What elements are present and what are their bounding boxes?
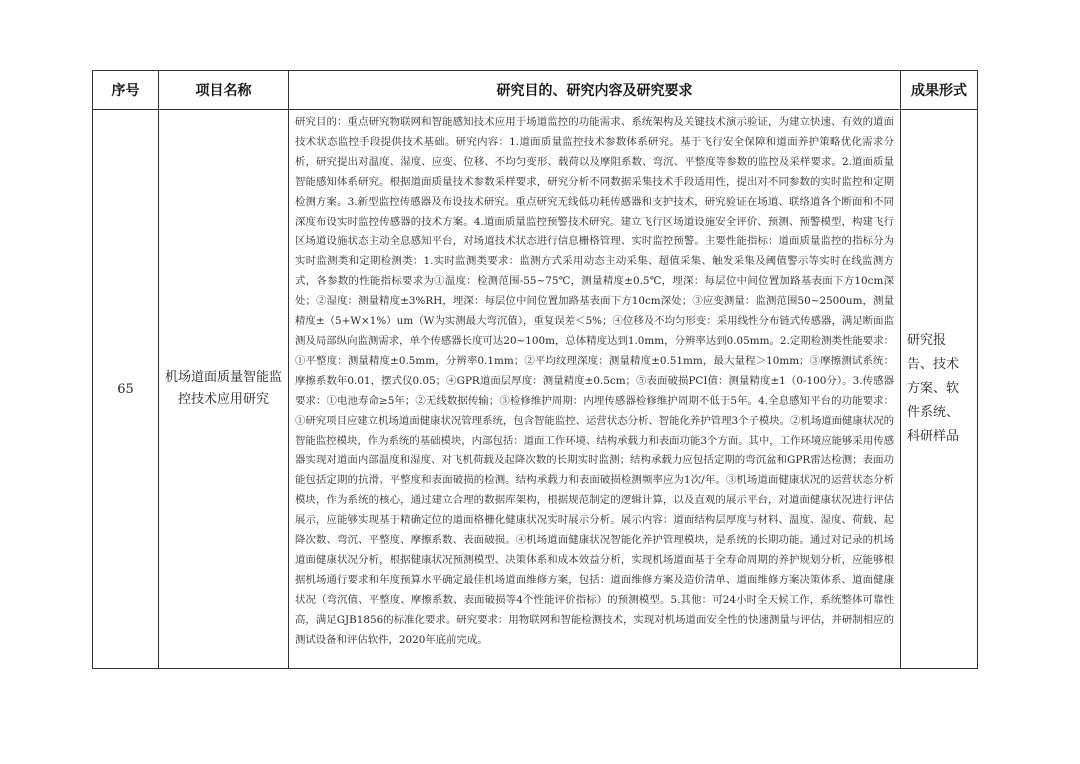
header-seq: 序号 (93, 71, 159, 110)
row-project-name: 机场道面质量智能监控技术应用研究 (159, 110, 289, 669)
row-content: 研究目的：重点研究物联网和智能感知技术应用于场道监控的功能需求、系统架构及关键技术演示验证，为建立快速、有效的道面技术状态监控手段提供技术基础。研究内容：1.道面质量监控技术参数体系研究。基于飞行安全保障和道面养护策略优化需求分析，研究提出对温度、湿度、应变、位移、不均匀变形、载荷以及摩阻系数、弯沉、平整度等参数的监控及采样要求。2.道面质量智能感知体系研究。根据道面质量技术参数采样要求，研究分析不同数据采集技术手段适用性，提出对不同参数的实时监控和定期检测方案。3.新型监控传感器及布设技术研究。重点研究无线低功耗传感器和支护技术，研究验证在场道、联络道各个断面和不同深度布设实时监控传感器的技术方案。4.道面质量监控预警技术研究。建立飞行区场道设施安全评价、预测、预警模型，构建飞行区场道设施状态主动全息感知平台，对场道技术状态进行信息栅格管理、实时监控预警。主要性能指标：道面质量监控的指标分为实时监测类和定期检测类：1.实时监测类要求：监测方式采用动态主动采集、超值采集、触发采集及阈值警示等实时在线监测方式，各参数的性能指标要求为①温度：检测范围-55~75℃，测量精度±0.5℃，埋深：每层位中间位置加路基表面下方10cm深处；②湿度：测量精度±3%RH，埋深：每层位中间位置加路基表面下方10cm深处；③应变测量：监测范围50~2500um，测量精度±（5+W×1%）um（W为实测最大弯沉值），重复误差＜5%；④位移及不均匀形变：采用线性分布链式传感器，满足断面监测及局部纵向监测需求，单个传感器长度可达20~100m，总体精度达到1.0mm，分辨率达到0.05mm。2.定期检测类性能要求：①平整度：测量精度±0.5mm，分辨率0.1mm；②平均纹理深度：测量精度±0.51mm，最大量程＞10mm；③摩擦测试系统：摩擦系数年0.01，摆式仪0.05；④GPR道面层厚度：测量精度±0.5cm；⑤表面破损PCI值：测量精度±1（0-100分）。3.传感器要求：①电池寿命≥5年；②无线数据传输；③检修维护周期：内埋传感器检修维护周期不低于5年。4.全息感知平台的功能要求：①研究项目应建立机场道面健康状况管理系统，包含智能监控、运营状态分析、智能化养护管理3个子模块。②机场道面健康状况的智能监控模块，作为系统的基础模块，内部包括：道面工作环境、结构承载力和表面功能3个方面。其中，工作环境应能够采用传感器实现对道面内部温度和湿度、对飞机荷载及起降次数的长期实时监测；结构承载力应包括定期的弯沉盆和GPR雷达检测；表面功能包括定期的抗滑、平整度和表面破损的检测。结构承载力和表面破损检测频率应为1次/年。③机场道面健康状况的运营状态分析模块，作为系统的核心，通过建立合理的数据库架构，根据规范制定的逻辑计算，以及直观的展示平台，对道面健康状况进行评估展示，应能够实现基于精确定位的道面格栅化健康状况实时展示分析。展示内容：道面结构层厚度与材料、温度、湿度、荷载、起降次数、弯沉、平整度、摩擦系数、表面破损。④机场道面健康状况智能化养护管理模块，是系统的长期功能。通过对记录的机场道面健康状况分析，根据健康状况预测模型、决策体系和成本效益分析，实现机场道面基于全寿命周期的养护规划分析，应能够根据机场通行要求和年度预算水平确定最佳机场道面维修方案，包括：道面维修方案及造价清单、道面维修方案决策体系、道面健康状况（弯沉值、平整度、摩擦系数、表面破损等4个性能评价指标）的预测模型。5.其他：可24小时全天候工作，系统整体可靠性高，满足GJB1856的标准化要求。研究要求：用物联网和智能检测技术，实现对机场道面安全性的快速测量与评估，并研制相应的测试设备和评估软件，2020年底前完成。 (289, 110, 901, 669)
header-result: 成果形式 (901, 71, 978, 110)
table-row (93, 110, 978, 669)
header-name: 项目名称 (159, 71, 289, 110)
row-seq: 65 (93, 110, 159, 669)
table-header-row (93, 71, 978, 110)
requirements-table (92, 70, 978, 669)
row-result: 研究报告、技术方案、软件系统、科研样品 (901, 110, 978, 669)
header-content: 研究目的、研究内容及研究要求 (289, 71, 901, 110)
